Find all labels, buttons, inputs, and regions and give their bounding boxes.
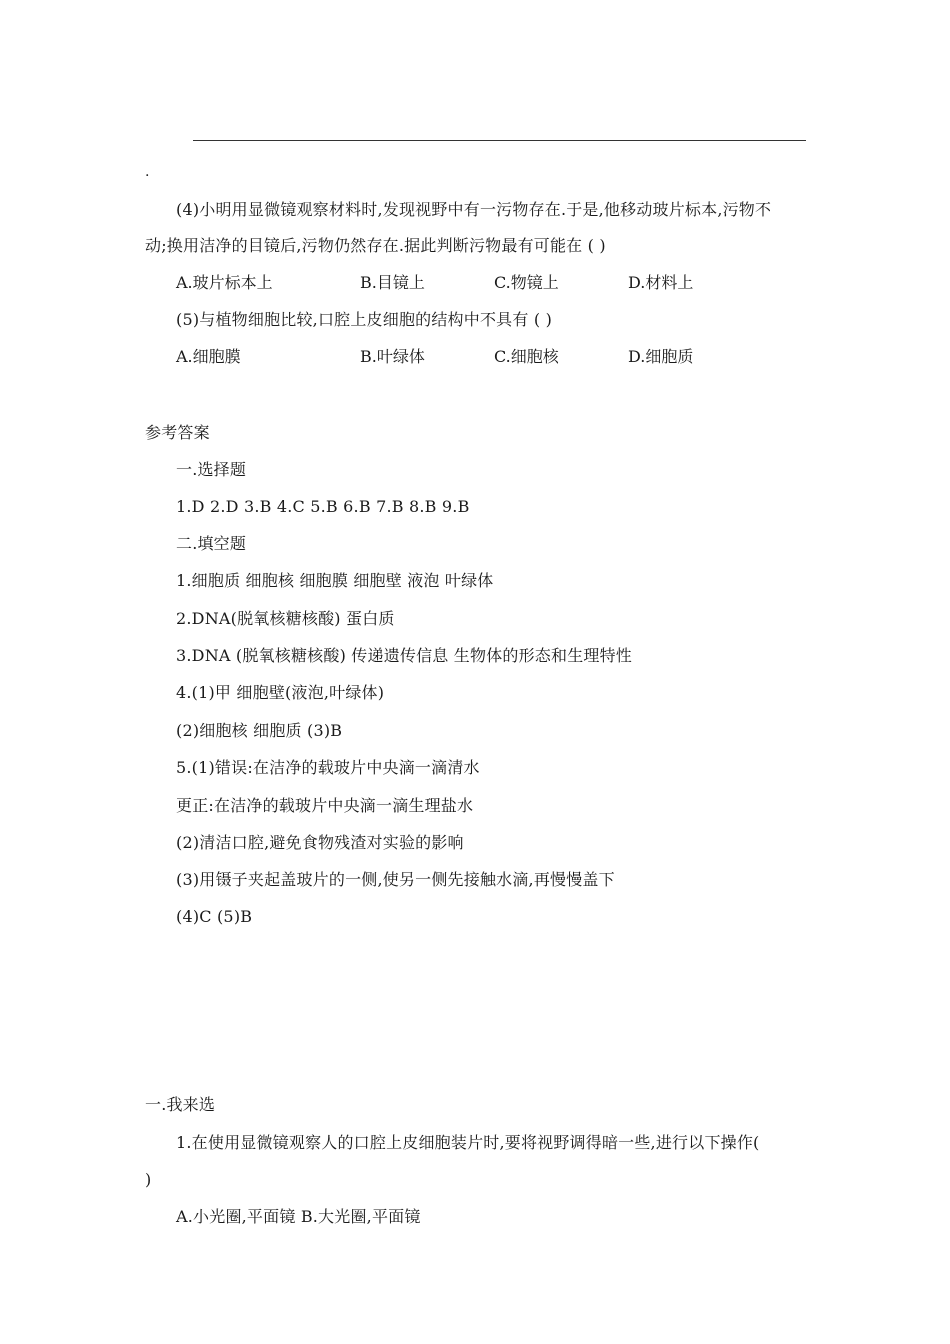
header-mark: .: [145, 164, 150, 180]
answers-fill5c: (2)清洁口腔,避免食物残渣对实验的影响: [176, 833, 464, 852]
header-rule: [193, 140, 806, 141]
part2-q1-line1: 1.在使用显微镜观察人的口腔上皮细胞装片时,要将视野调得暗一些,进行以下操作(: [176, 1133, 760, 1152]
answers-fill4b: (2)细胞核 细胞质 (3)B: [176, 721, 343, 740]
answers-fill5: 5.(1)错误:在洁净的载玻片中央滴一滴清水: [176, 758, 480, 777]
q5-option-d: D.细胞质: [628, 347, 694, 366]
answers-fill4: 4.(1)甲 细胞壁(液泡,叶绿体): [176, 683, 385, 702]
answers-fill2: 2.DNA(脱氧核糖核酸) 蛋白质: [176, 609, 395, 628]
q4-line1: (4)小明用显微镜观察材料时,发现视野中有一污物存在.于是,他移动玻片标本,污物不: [176, 200, 772, 219]
q4-option-d: D.材料上: [628, 273, 694, 292]
q5-option-c: C.细胞核: [494, 347, 559, 366]
q4-option-c: C.物镜上: [494, 273, 559, 292]
answers-section1: 一.选择题: [176, 460, 247, 479]
q5-option-a: A.细胞膜: [176, 347, 241, 366]
part2-title: 一.我来选: [145, 1095, 216, 1114]
answers-fill1: 1.细胞质 细胞核 细胞膜 细胞壁 液泡 叶绿体: [176, 571, 494, 590]
answers-title: 参考答案: [145, 423, 210, 442]
answers-fill5e: (4)C (5)B: [176, 907, 253, 926]
part2-q1-options: A.小光圈,平面镜 B.大光圈,平面镜: [176, 1207, 421, 1226]
q5-line1: (5)与植物细胞比较,口腔上皮细胞的结构中不具有 ( ): [176, 310, 553, 329]
q4-line2: 动;换用洁净的目镜后,污物仍然存在.据此判断污物最有可能在 ( ): [145, 236, 606, 255]
answers-section2: 二.填空题: [176, 534, 247, 553]
answers-fill5d: (3)用镊子夹起盖玻片的一侧,使另一侧先接触水滴,再慢慢盖下: [176, 870, 615, 889]
answers-choice: 1.D 2.D 3.B 4.C 5.B 6.B 7.B 8.B 9.B: [176, 497, 470, 516]
q4-option-a: A.玻片标本上: [176, 273, 273, 292]
part2-q1-line2: ): [145, 1170, 152, 1189]
q4-option-b: B.目镜上: [360, 273, 425, 292]
answers-fill5b: 更正:在洁净的载玻片中央滴一滴生理盐水: [176, 796, 474, 815]
q5-option-b: B.叶绿体: [360, 347, 425, 366]
answers-fill3: 3.DNA (脱氧核糖核酸) 传递遗传信息 生物体的形态和生理特性: [176, 646, 632, 665]
